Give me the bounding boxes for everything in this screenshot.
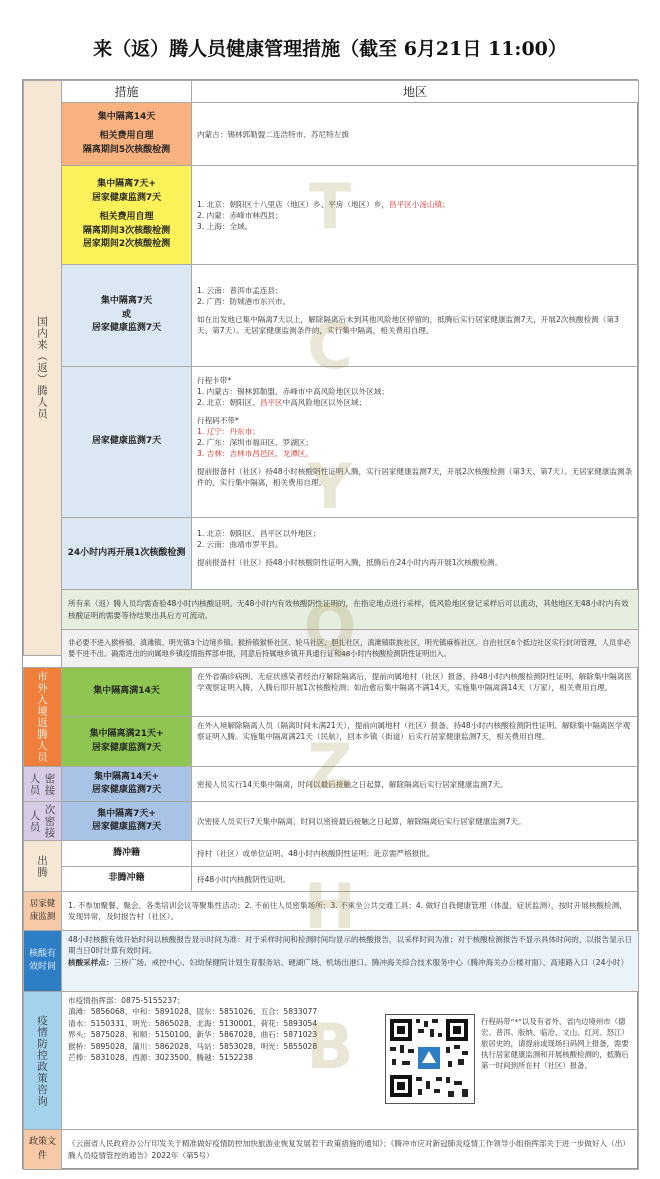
region-r10 — [191, 766, 639, 802]
measure-line: 居家健康监测7天 — [91, 436, 162, 447]
region-r5 — [191, 517, 639, 590]
measure-quarantine-7-plus-home-7 — [61, 165, 192, 265]
note-text: 非必要不进入猴桥镇、滇滩镇、明光镇3个边境乡镇。猴桥镇猴桥社区、轮马社区、胆扎社区，滇滩镇联族社区，明光镇麻栎社区、自治社区6个抵边社区实行封闭管理，人员非必要不进不出。确需进出的向属地乡镇疫情指挥部申报，同意后持属地乡镇开具通行证和48小时内核酸检测阴性证明出入。 — [68, 637, 631, 658]
measure-quarantine-14 — [61, 102, 192, 166]
watermark-letter: Q — [303, 590, 357, 663]
note-text: 48小时核酸有效开始时间以核酸报告显示时间为准：对于采样时间和检测时间均显示的核酸报告，以采样时间为准；对于核酸检测报告不显示具体时间的，以报告显示日期当日0时计算有效时间。 — [68, 935, 632, 956]
region-r8 — [191, 667, 639, 717]
measure-quarantine-or-home — [61, 264, 192, 367]
measure-secondary-contact — [61, 801, 192, 841]
watermark-letter: T — [308, 170, 352, 243]
region-r11 — [191, 801, 639, 841]
header-measure: 措施 — [61, 80, 192, 103]
region-line: 中高风险地区以外区域； — [282, 398, 367, 407]
region-line: 在外入境解除隔离人员（隔离时间未满21天），提前向属地村（社区）报备，持48小时内核酸检测阴性证明、解除集中隔离医学观察证明入腾。实施集中隔离满21天（民航），回本乡镇（街道）后实行居家健康监测7天，相关费用自理。 — [197, 721, 631, 741]
region-r12 — [191, 840, 639, 867]
hotline-line: 滇滩：5856068、中和：5891028、固东：5851026、五合：5833077 — [68, 1007, 318, 1017]
measure-close-contact — [61, 766, 192, 802]
note-text: 《云南省人民政府办公厅印发关于精准做好疫情防控加快旅游业恢复发展若干政策措施的通知》；《腾冲市应对新冠肺炎疫情工作领导小组指挥部关于进一步做好入（出）腾人员疫情管控的通告》2022年（第5号） — [68, 1139, 630, 1160]
measure-line: 集中隔离14天+ — [93, 771, 160, 782]
measure-line: 集中隔离7天 — [100, 296, 153, 307]
note-text: 所有来（返）腾人员均需查验48小时内核酸证明。无48小时内有效核酸阴性证明的，在指定地点进行采样，低风险地区登记采样后可以流动，其他地区无48小时内有效核酸证明的需要等待结果出具后方可流动。 — [68, 599, 629, 620]
note-border-towns — [61, 629, 639, 668]
qr-instruction: 行程码带“*”以及有省外、省内边境州市（德宏、普洱、版纳、临沧、文山、红河、怒江）旅居史的，请提前或现场扫码网上报备，需要执行居家健康监测和开展核酸检测的，抵腾后第一时间到所在村（社区）报备。 — [481, 1017, 629, 1071]
region-line: 2. 云南：曲靖市罗平县。 — [197, 540, 283, 549]
region-r9 — [191, 716, 639, 767]
region-r3 — [191, 264, 639, 367]
measure-line: 相关费用自理 — [99, 131, 154, 142]
note-home-monitor — [61, 891, 639, 931]
category-nucleic-validity: 核酸有效时间 — [23, 930, 62, 992]
hotline-line: 界头：5875028、和顺：5150100、新华：5867028、曲石：5871023 — [68, 1030, 318, 1040]
qr-code-image[interactable] — [385, 1014, 475, 1104]
measure-line: 居家健康监测7天 — [91, 742, 162, 753]
hotline-line: 芒棒：5831028、西源：3023500、腾越：5152238 — [68, 1052, 253, 1062]
header-region: 地区 — [191, 80, 639, 103]
measure-quarantine-full-14 — [61, 667, 192, 717]
measure-tengchong-resident — [61, 840, 192, 867]
category-policy: 政策文件 — [23, 1129, 62, 1170]
region-r1 — [191, 102, 639, 166]
region-line: 2. 北京：朝阳区、 — [197, 398, 260, 407]
measure-home-monitor-7 — [61, 366, 192, 518]
region-r13 — [191, 866, 639, 892]
region-line: 2. 广西：防城港市东兴市。 — [197, 297, 291, 306]
measure-line: 居家健康监测7天 — [91, 192, 162, 203]
region-line: 内蒙古：锡林郭勒盟二连浩特市、苏尼特左旗 — [197, 129, 349, 139]
region-line: 如在出发地已集中隔离7天以上，解除隔离后未到其他风险地区停留的，抵腾后实行居家健康监测7天，开展2次核酸检测（第3天、第7天）。无居家健康监测条件的，实行集中隔离，相关费用自理。 — [197, 315, 619, 335]
watermark-letter: C — [307, 310, 353, 383]
region-line: 在外省确诊病例、无症状感染者经治疗解除隔离后，提前向属地村（社区）报备，持48小时内核酸检测阴性证明、解除集中隔离医学观察证明入腾，入腾后即开展1次核酸检测；如治愈后集中隔离不满14天，实施集中隔离满14天（万家），相关费用自理。 — [197, 672, 632, 692]
category-secondary-contact: 次密接人员 — [23, 801, 62, 841]
measure-line: 居家健康监测7天 — [91, 323, 162, 334]
watermark-letter: Z — [307, 730, 353, 803]
region-line: 1. 北京：朝阳区、昌平区以外地区； — [197, 529, 321, 538]
measure-line: 居家期间2次核酸检测 — [82, 239, 171, 250]
note-policy-files — [61, 1129, 639, 1170]
region-line: 2. 内蒙：赤峰市林西县； — [197, 210, 283, 220]
measure-line: 集中隔离满14天 — [93, 686, 160, 697]
category-home-monitor: 居家健康监测 — [23, 891, 62, 931]
measure-line: 居家健康监测7天 — [91, 785, 162, 795]
hotline-hq: 市疫情指挥部：0875-5155237； — [68, 996, 185, 1005]
region-line: 提前报备村（社区）持48小时核酸阴性证明入腾，实行居家健康监测7天，开展2次核酸检测（第3天、第7天）。无居家健康监测条件的，实行集中隔离，相关费用自理。 — [197, 467, 633, 487]
measure-retest-24h — [61, 517, 192, 590]
category-domestic: 国内来（返）腾人员 — [23, 80, 62, 656]
measure-line: 24小时内再开展1次核酸检测 — [67, 547, 186, 558]
measure-line: 隔离期间5次核酸检测 — [82, 144, 171, 155]
qr-code-icon — [386, 1015, 472, 1101]
category-hotline: 疫情防控政策咨询 — [23, 991, 62, 1130]
measure-line: 腾冲籍 — [112, 847, 140, 858]
measure-non-resident — [61, 866, 192, 892]
region-line: 行程卡带* — [197, 376, 232, 385]
measure-line: 或 — [121, 309, 131, 320]
hotline-line: 猴桥：5895028、蒲川：5862028、马站：5853028、明光：5855028 — [68, 1041, 318, 1051]
region-line: 持48小时内核酸阴性证明。 — [197, 874, 291, 884]
hotline-line: 清水：5150331、明光：5865028、北海：5130001、荷花：5893054 — [68, 1018, 318, 1028]
region-highlight: 3. 吉林：吉林市昌邑区、龙潭区。 — [197, 449, 313, 458]
note-nucleic-check — [61, 589, 639, 630]
measure-line: 集中隔离7天+ — [97, 179, 156, 190]
region-line: 1. 北京：朝阳区十八里店（地区）乡、平房（地区）乡， — [197, 199, 389, 209]
region-r2 — [191, 165, 639, 265]
measure-quarantine-21-plus-home-7 — [61, 716, 192, 767]
category-close-contact: 密接人员 — [23, 766, 62, 802]
watermark-letter: Y — [307, 450, 353, 523]
region-line: 1. 内蒙古：锡林郭勒盟、赤峰市中高风险地区以外区域； — [197, 387, 389, 396]
region-line: 1. 云南：普洱市孟连县； — [197, 286, 283, 295]
region-line: 持村（社区）或单位证明、48小时内核酸阴性证明；赴京需严格报批。 — [197, 849, 435, 858]
measure-line: 非腾冲籍 — [108, 873, 145, 884]
measure-line: 居家健康监测7天 — [91, 822, 162, 832]
note-text: 1. 不参加聚餐、聚会、各类培训会议等聚集性活动；2. 不前往人员密集场所；3. 不乘坐公共交通工具；4. 做好自我健康管理（体温、症状监测），按时开展核酸检测，发现异常，及时报告村（社区）。 — [68, 900, 627, 921]
note-label: 核酸采样点： — [68, 957, 114, 967]
measure-line: 隔离期间3次核酸检测 — [82, 225, 171, 236]
measure-line: 集中隔离满21天+ — [89, 729, 164, 739]
measure-line: 集中隔离14天 — [97, 111, 156, 122]
region-line: 行程码不带* — [197, 416, 239, 425]
category-leaving: 出腾 — [23, 840, 62, 892]
region-line: 次密接人员实行7天集中隔离，时间以密接最后接触之日起算，解除隔离后实行居家健康监测7天。 — [197, 816, 526, 826]
region-line: 3. 上海：全域。 — [197, 221, 253, 231]
region-highlight: 1. 辽宁：丹东市； — [197, 427, 260, 436]
region-line: 密接人员实行14天集中隔离，时间以最后接触之日起算，解除隔离后实行居家健康监测7天。 — [197, 779, 508, 789]
category-overseas: 市外入境返腾人员 — [23, 667, 62, 767]
watermark-letter: B — [306, 1010, 354, 1083]
region-line: 2. 广东：深圳市福田区、罗湖区； — [197, 438, 313, 447]
region-highlight: 昌平区小汤山镇； — [388, 199, 450, 209]
watermark-letter: H — [304, 870, 356, 943]
note-nucleic-validity — [61, 930, 639, 992]
region-highlight: 昌平区 — [259, 398, 283, 407]
measure-line: 集中隔离7天+ — [97, 808, 156, 819]
note-text: 三桥广场、戒控中心、妇幼保健院计划生育服务站、硬湖广场、机场出港口、腾冲海关综合技术服务中心（腾冲海关办公楼对面）、高速路入口（24小时） — [113, 957, 629, 967]
region-line: 提前报备村（社区）持48小时核酸阴性证明入腾，抵腾后在24小时内再开展1次核酸检测。 — [197, 558, 503, 567]
page-title: 来（返）腾人员健康管理措施（截至 6月21日 11:00） — [93, 38, 567, 60]
region-r4 — [191, 366, 639, 518]
policy-table — [22, 79, 638, 1169]
measure-line: 相关费用自理 — [99, 212, 154, 223]
